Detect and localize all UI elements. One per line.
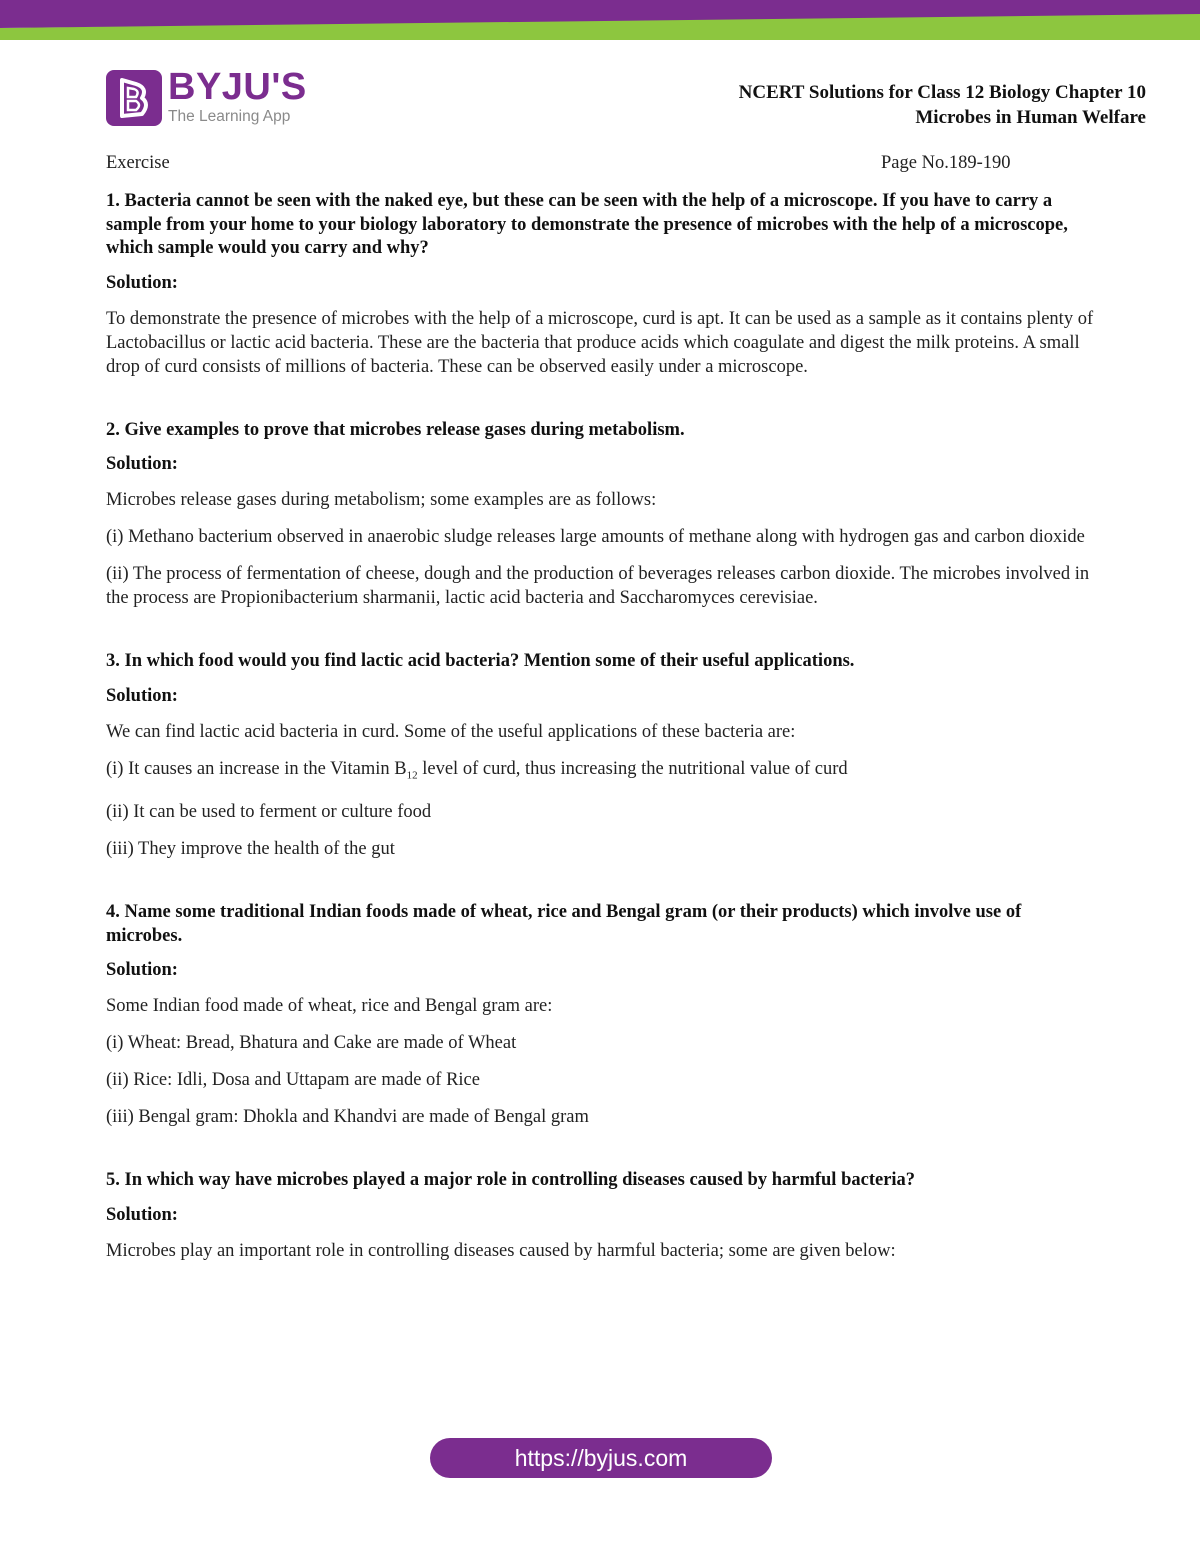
answer-4-intro: Some Indian food made of wheat, rice and Bengal gram are:: [106, 996, 553, 1017]
answer-3-point-2: (ii) It can be used to ferment or culture food: [106, 802, 432, 823]
answer-4-point-3: (iii) Bengal gram: Dhokla and Khandvi are made of Bengal gram: [106, 1107, 589, 1128]
footer-url[interactable]: https://byjus.com: [514, 1444, 688, 1471]
exercise-label: Exercise: [106, 153, 170, 173]
answer-4-point-2: (ii) Rice: Idli, Dosa and Uttapam are made of Rice: [106, 1070, 480, 1091]
question-1: 1. Bacteria cannot be seen with the naked eye, but these can be seen with the help of a microscope. If you have to carry a sample from your home to your biology laboratory to demonstrate the presence of microbes with the help of a microscope, which sample would you carry and why?: [106, 191, 1068, 258]
title-line-2: Microbes in Human Welfare: [915, 107, 1146, 128]
answer-5-intro: Microbes play an important role in controlling diseases caused by harmful bacteria; some are given below:: [106, 1240, 896, 1261]
solution-label: Solution:: [106, 454, 178, 474]
document-title: [739, 80, 1146, 130]
footer-link-button[interactable]: [430, 1438, 772, 1478]
answer-3-point-1-rest: level of curd, thus increasing the nutritional value of curd: [417, 758, 848, 779]
solution-label: Solution:: [106, 272, 178, 293]
answer-3-point-1-text: (i) It causes an increase in the Vitamin B: [106, 758, 407, 779]
logo-wordmark: BYJU'S: [168, 66, 307, 108]
logo-tagline: The Learning App: [168, 108, 291, 125]
question-3-section: [106, 650, 1096, 861]
answer-2-point-2: (ii) The process of fermentation of cheese, dough and the production of beverages releases carbon dioxide. The microbes involved in the process are Propionibacterium sharmanii, lactic acid bacteria and Saccharomyces cerevisiae.: [106, 564, 1090, 608]
answer-4-point-1: (i) Wheat: Bread, Bhatura and Cake are made of Wheat: [106, 1033, 517, 1054]
vitamin-subscript: 12: [406, 769, 418, 782]
question-5-section: [106, 1169, 1096, 1263]
answer-3-point-1: [106, 757, 1096, 788]
solution-label: Solution:: [106, 685, 178, 706]
question-5: 5. In which way have microbes played a major role in controlling diseases caused by harmful bacteria?: [106, 1170, 916, 1191]
page-number: Page No.189-190: [881, 153, 1011, 173]
question-2-section: [106, 419, 1096, 611]
answer-2-point-1: (i) Methano bacterium observed in anaerobic sludge releases large amounts of methane along with hydrogen gas and carbon dioxide: [106, 527, 1085, 547]
question-4: 4. Name some traditional Indian foods made of wheat, rice and Bengal gram (or their products) which involve use of microbes.: [106, 902, 1022, 946]
answer-3-intro: We can find lactic acid bacteria in curd. Some of the useful applications of these bacteria are:: [106, 721, 796, 742]
document-body: [106, 190, 1096, 1303]
logo-b-icon: [106, 70, 162, 126]
answer-2-intro: Microbes release gases during metabolism; some examples are as follows:: [106, 490, 657, 510]
question-1-section: [106, 190, 1096, 379]
answer-1: To demonstrate the presence of microbes with the help of a microscope, curd is apt. It can be used as a sample as it contains plenty of Lactobacillus or lactic acid bacteria. These are the bacteria that produce acids which coagulate and digest the milk proteins. A small drop of curd consists of millions of bacteria. These can be observed easily under a microscope.: [106, 308, 1094, 377]
answer-3-point-3: (iii) They improve the health of the gut: [106, 839, 395, 860]
question-2: 2. Give examples to prove that microbes release gases during metabolism.: [106, 419, 685, 440]
byjus-logo: [106, 66, 310, 128]
title-line-1: NCERT Solutions for Class 12 Biology Chapter 10: [738, 82, 1146, 103]
solution-label: Solution:: [106, 960, 178, 981]
question-4-section: [106, 901, 1096, 1129]
solution-label: Solution:: [106, 1204, 178, 1225]
top-decorative-band: [0, 0, 1200, 44]
question-3: 3. In which food would you find lactic acid bacteria? Mention some of their useful applications.: [106, 651, 855, 671]
